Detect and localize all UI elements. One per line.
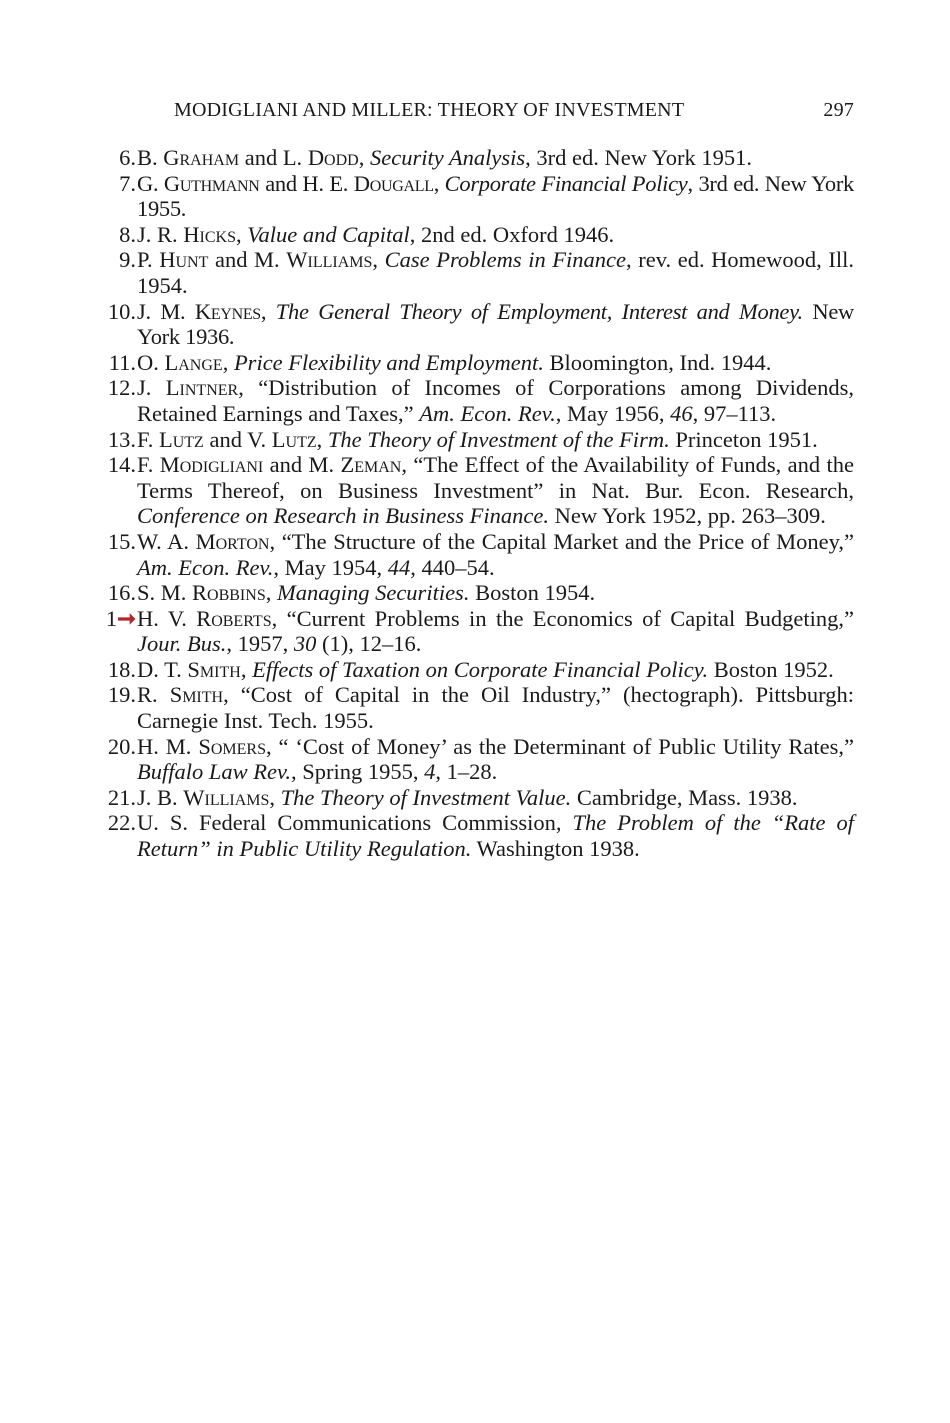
reference-text: J. B. Williams, The Theory of Investment Value. Cambridge, Mass. 1938. bbox=[137, 784, 798, 810]
reference-number: 9. bbox=[119, 247, 136, 273]
reference-text: F. Modigliani and M. Zeman, “The Effect of the Availability of Funds, and the Terms Thereof, on Business Investment” in Nat. Bur. Econ. Research, Conference on Research in Business Finance. New York 1952, pp. 263–309. bbox=[137, 452, 854, 529]
reference-number: 8. bbox=[119, 221, 136, 247]
reference-text: F. Lutz and V. Lutz, The Theory of Investment of the Firm. Princeton 1951. bbox=[137, 426, 818, 452]
reference-item bbox=[0, 734, 950, 785]
reference-number: 11. bbox=[108, 349, 136, 375]
reference-number: 20. bbox=[107, 733, 136, 759]
reference-number: 13. bbox=[107, 426, 136, 452]
reference-text: O. Lange, Price Flexibility and Employment. Bloomington, Ind. 1944. bbox=[137, 349, 772, 375]
reference-text: U. S. Federal Communications Commission, The Problem of the “Rate of Return” in Public Utility Regulation. Washington 1938. bbox=[137, 810, 855, 862]
reference-item bbox=[0, 810, 950, 861]
reference-text: H. M. Somers, “ ‘Cost of Money’ as the Determinant of Public Utility Rates,” Buffalo Law Rev., Spring 1955, 4, 1–28. bbox=[137, 733, 854, 785]
reference-text: D. T. Smith, Effects of Taxation on Corporate Financial Policy. Boston 1952. bbox=[137, 656, 834, 682]
running-title: MODIGLIANI AND MILLER: THEORY OF INVESTMENT bbox=[174, 99, 685, 121]
reference-number: 19. bbox=[107, 682, 136, 708]
reference-item bbox=[0, 145, 950, 171]
reference-item bbox=[0, 529, 950, 580]
reference-item bbox=[0, 375, 950, 426]
reference-item bbox=[0, 657, 950, 683]
reference-item bbox=[0, 606, 950, 657]
reference-text: B. Graham and L. Dodd, Security Analysis, 3rd ed. New York 1951. bbox=[137, 145, 753, 170]
reference-number: 14. bbox=[107, 452, 136, 478]
reference-text: G. Guthmann and H. E. Dougall, Corporate Financial Policy, 3rd ed. New York 1955. bbox=[137, 170, 854, 222]
reference-number: 15. bbox=[107, 528, 136, 554]
reference-number: 10. bbox=[107, 298, 136, 324]
reference-number: 6. bbox=[119, 145, 136, 170]
reference-item bbox=[0, 171, 950, 222]
reference-item bbox=[0, 452, 950, 529]
reference-number: 21. bbox=[107, 784, 136, 810]
reference-number: 1➞ bbox=[105, 605, 136, 631]
reference-number: 18. bbox=[107, 656, 136, 682]
reference-list bbox=[0, 145, 950, 862]
reference-item bbox=[0, 427, 950, 453]
reference-text: H. V. Roberts, “Current Problems in the Economics of Capital Budgeting,” Jour. Bus., 1957, 30 (1), 12–16. bbox=[137, 605, 854, 657]
reference-item bbox=[0, 580, 950, 606]
reference-text: S. M. Robbins, Managing Securities. Boston 1954. bbox=[137, 580, 596, 606]
page-number: 297 bbox=[823, 99, 854, 121]
reference-text: J. R. Hicks, Value and Capital, 2nd ed. Oxford 1946. bbox=[137, 221, 615, 247]
reference-text: W. A. Morton, “The Structure of the Capital Market and the Price of Money,” Am. Econ. Rev., May 1954, 44, 440–54. bbox=[137, 528, 854, 580]
reference-item bbox=[0, 299, 950, 350]
reference-item bbox=[0, 785, 950, 811]
reference-text: J. Lintner, “Distribution of Incomes of Corporations among Dividends, Retained Earnings and Taxes,” Am. Econ. Rev., May 1956, 46, 97–113. bbox=[137, 375, 854, 426]
reference-number: 12. bbox=[107, 375, 136, 401]
reference-item bbox=[0, 350, 950, 376]
arrow-icon: ➞ bbox=[117, 605, 136, 631]
reference-number: 7. bbox=[119, 170, 136, 196]
reference-item bbox=[0, 682, 950, 733]
reference-item bbox=[0, 247, 950, 298]
reference-text: P. Hunt and M. Williams, Case Problems in Finance, rev. ed. Homewood, Ill. 1954. bbox=[137, 247, 854, 298]
reference-number: 16. bbox=[107, 580, 136, 606]
reference-item bbox=[0, 222, 950, 248]
reference-text: R. Smith, “Cost of Capital in the Oil Industry,” (hectograph). Pittsburgh: Carnegie Inst. Tech. 1955. bbox=[137, 682, 854, 734]
reference-text: J. M. Keynes, The General Theory of Employment, Interest and Money. New York 1936. bbox=[137, 298, 854, 350]
reference-number: 22. bbox=[107, 810, 136, 836]
